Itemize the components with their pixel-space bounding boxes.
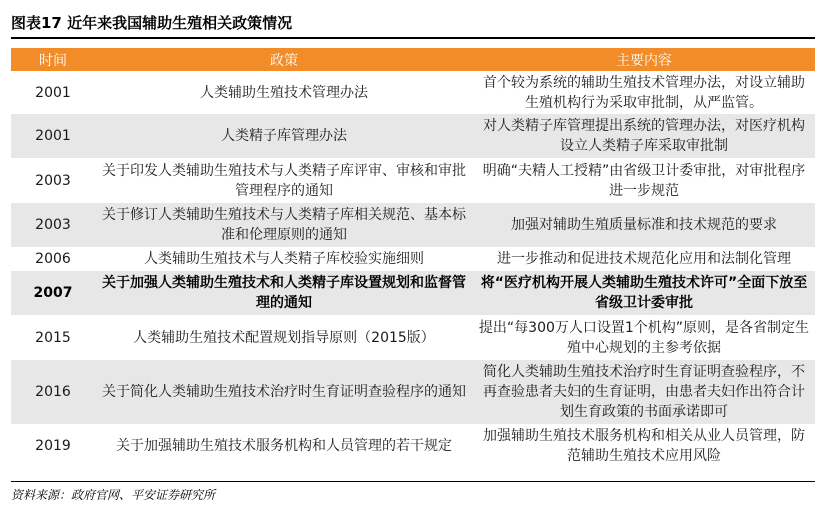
row-time: 2006 <box>35 251 71 267</box>
row-content: 加强辅助生殖技术服务机构和相关从业人员管理，防范辅助生殖技术应用风险 <box>483 428 805 464</box>
table-row <box>11 114 815 158</box>
row-content: 对人类精子库管理提出系统的管理办法，对医疗机构设立人类精子库采取审批制 <box>473 114 815 158</box>
row-time: 2015 <box>35 329 71 346</box>
row-time: 2003 <box>35 172 71 189</box>
header-time: 时间 <box>11 48 95 71</box>
row-policy: 人类辅助生殖技术管理办法 <box>200 84 368 101</box>
table-row <box>11 271 815 315</box>
row-policy: 关于简化人类辅助生殖技术治疗时生育证明查验程序的通知 <box>95 360 473 424</box>
table-row <box>11 203 815 247</box>
policy-table <box>11 48 815 468</box>
table-row <box>11 360 815 424</box>
table-row <box>11 71 815 114</box>
row-policy: 关于加强辅助生殖技术服务机构和人员管理的若干规定 <box>116 438 452 454</box>
row-content: 首个较为系统的辅助生殖技术管理办法，对设立辅助生殖机构行为采取审批制，从严监管。 <box>483 74 805 111</box>
row-policy: 关于加强人类辅助生殖技术和人类精子库设置规划和监督管理的通知 <box>95 271 473 315</box>
row-time: 2019 <box>35 438 71 454</box>
row-policy: 关于印发人类辅助生殖技术与人类精子库评审、审核和审批管理程序的通知 <box>102 162 466 199</box>
source-note: 资料来源：政府官网、平安证券研究所 <box>11 488 216 502</box>
table-row <box>11 315 815 360</box>
table-title: 图表17 近年来我国辅助生殖相关政策情况 <box>11 14 293 32</box>
row-content: 明确“夫精人工授精”由省级卫计委审批，对审批程序进一步规范 <box>482 162 806 199</box>
row-policy: 人类辅助生殖技术与人类精子库校验实施细则 <box>144 251 424 267</box>
row-content: 简化人类辅助生殖技术治疗时生育证明查验程序，不再查验患者夫妇的生育证明，由患者夫妇作出符合计划生育政策的书面承诺即可 <box>473 360 815 424</box>
row-policy: 关于修订人类辅助生殖技术与人类精子库相关规范、基本标准和伦理原则的通知 <box>95 203 473 247</box>
table-header-row <box>11 48 815 71</box>
row-time: 2003 <box>11 203 95 247</box>
title-divider <box>11 37 815 39</box>
header-policy: 政策 <box>95 48 473 71</box>
bottom-divider <box>11 481 815 482</box>
row-policy: 人类精子库管理办法 <box>95 114 473 158</box>
row-policy: 人类辅助生殖技术配置规划指导原则（2015版） <box>133 329 435 346</box>
table-row <box>11 247 815 271</box>
row-content: 提出“每300万人口设置1个机构”原则，是各省制定生殖中心规划的主参考依据 <box>478 319 810 356</box>
row-time: 2001 <box>11 114 95 158</box>
table-row <box>11 424 815 468</box>
header-content: 主要内容 <box>473 48 815 71</box>
row-content: 将“医疗机构开展人类辅助生殖技术许可”全面下放至省级卫计委审批 <box>473 271 815 315</box>
row-time: 2016 <box>11 360 95 424</box>
table-row <box>11 158 815 203</box>
row-time: 2007 <box>11 271 95 315</box>
row-content: 进一步推动和促进技术规范化应用和法制化管理 <box>497 251 791 267</box>
row-content: 加强对辅助生殖质量标准和技术规范的要求 <box>473 203 815 247</box>
row-time: 2001 <box>35 84 71 101</box>
